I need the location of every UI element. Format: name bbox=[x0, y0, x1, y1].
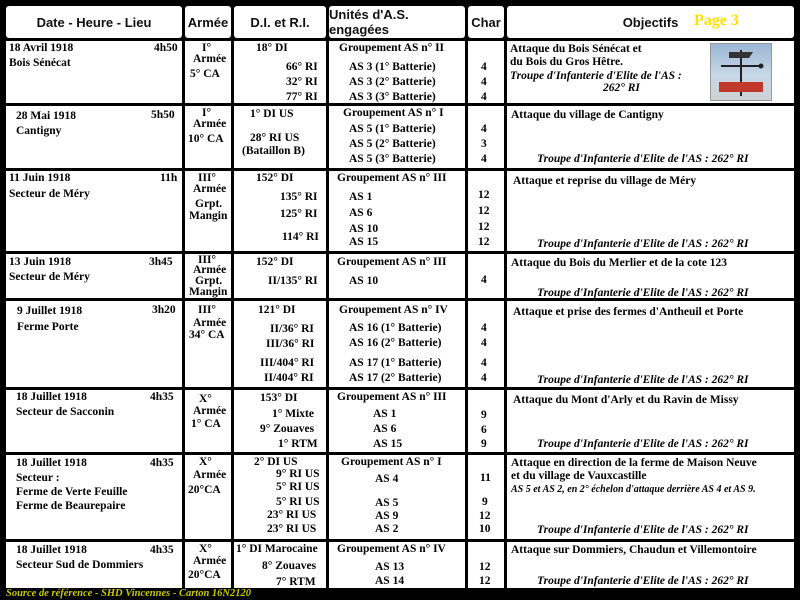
header-objectifs: Objectifs bbox=[507, 6, 794, 38]
weathervane-photo-icon bbox=[710, 43, 772, 101]
table-row: 9 Juillet 1918 3h20 Ferme Porte bbox=[6, 301, 182, 387]
header-unites: Unités d'A.S. engagées bbox=[329, 6, 465, 38]
table-row: 18 Avril 1918 4h50 Bois Sénécat bbox=[6, 41, 182, 103]
table-row: 18 Juillet 1918 4h35 Secteur de Sacconin bbox=[6, 390, 182, 452]
page-label: Page 3 bbox=[694, 12, 739, 29]
header-armee: Armée bbox=[185, 6, 231, 38]
header-char: Char bbox=[468, 6, 504, 38]
header-date: Date - Heure - Lieu bbox=[6, 6, 182, 38]
table-row: 13 Juin 1918 3h45 Secteur de Méry bbox=[6, 254, 182, 298]
source-footer: Source de référence - SHD Vincennes - Carton 16N2120 bbox=[6, 588, 251, 599]
table-row: 28 Mai 1918 5h50 Cantigny bbox=[6, 106, 182, 168]
header-di-ri: D.I. et R.I. bbox=[234, 6, 326, 38]
table-row: 11 Juin 1918 11h Secteur de Méry bbox=[6, 171, 182, 251]
table-row: 18 Juillet 1918 4h35 Secteur : Ferme de Verte Feuille Ferme de Beaurepaire bbox=[6, 455, 182, 539]
table-row: 18 Juillet 1918 4h35 Secteur Sud de Dommiers bbox=[6, 542, 182, 588]
